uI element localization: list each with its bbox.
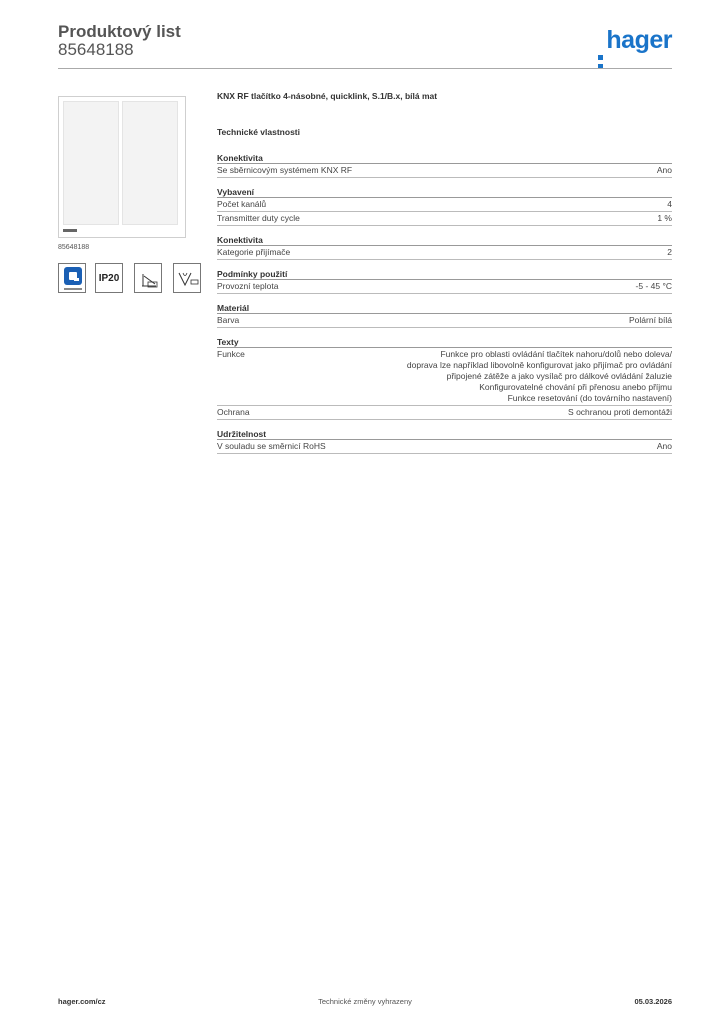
group-title: Materiál (217, 302, 672, 314)
ip20-label: IP20 (98, 273, 120, 284)
spec-row (217, 212, 672, 226)
spec-group-equipment (217, 186, 672, 226)
group-title: Konektivita (217, 234, 672, 246)
spec-value: -5 - 45 °C (635, 281, 672, 291)
group-title: Texty (217, 336, 672, 348)
rocker-left-panel (63, 101, 119, 225)
technical-specification (217, 90, 672, 454)
page-header (58, 20, 672, 70)
product-image (58, 96, 186, 238)
spec-group-connectivity (217, 152, 672, 178)
spec-label: Barva (217, 315, 240, 325)
spec-value: Ano (656, 441, 672, 451)
spec-group-conditions (217, 268, 672, 294)
header-divider (58, 68, 672, 69)
document-number: 85648188 (58, 40, 134, 59)
spec-row (217, 198, 672, 212)
product-logo-mark-icon (63, 228, 77, 233)
spec-value: 4 (667, 199, 672, 209)
function-line: Funkce pro oblasti ovládání tlačítek nahoru/dolů nebo doleva/ (440, 349, 672, 359)
spec-value: 2 (667, 247, 672, 257)
spec-row (217, 314, 672, 328)
quality-badge-icon (58, 263, 86, 293)
spec-label: Funkce (217, 349, 245, 359)
group-title: Podmínky použití (217, 268, 672, 280)
spec-group-sustainability (217, 428, 672, 454)
logo-text: hager (606, 26, 672, 54)
spec-row (217, 164, 672, 178)
mounting-badge-icon (173, 263, 201, 293)
spec-label: Transmitter duty cycle (217, 213, 300, 223)
installation-badge-icon (134, 263, 162, 293)
spec-label: V souladu se směrnicí RoHS (217, 441, 326, 451)
spec-label: Provozní teplota (217, 281, 279, 291)
hager-logo (598, 26, 672, 55)
image-caption: 85648188 (58, 244, 90, 251)
spec-group-material (217, 302, 672, 328)
spec-row (217, 440, 672, 454)
spec-label: Kategorie přijímače (217, 247, 291, 257)
spec-group-connectivity-receiver (217, 234, 672, 260)
function-line: Funkce resetování (do továrního nastavení) (507, 393, 672, 403)
spec-group-texts (217, 336, 672, 420)
footer-note: Technické změny vyhrazeny (318, 997, 412, 1006)
rocker-right-panel (122, 101, 178, 225)
function-line: doprava lze například libovolně konfigurovat jako přijímač pro ovládání (406, 360, 672, 370)
function-line: Konfigurovatelné chování při přenosu anebo příjmu (479, 382, 672, 392)
footer-website-link[interactable]: hager.com/cz (58, 997, 106, 1006)
spec-row (217, 246, 672, 260)
spec-label: Se sběrnicovým systémem KNX RF (217, 165, 353, 175)
ip20-badge-icon (95, 263, 123, 293)
document-title: Produktový list (58, 22, 181, 41)
group-title: Vybavení (217, 186, 672, 198)
spec-value: Polární bílá (629, 315, 672, 325)
product-name: KNX RF tlačítko 4-násobné, quicklink, S.1/B.x, bílá mat (217, 91, 438, 101)
footer-date: 05.03.2026 (634, 997, 672, 1006)
group-title: Udržitelnost (217, 428, 672, 440)
spec-value: 1 % (657, 213, 672, 223)
spec-row (217, 280, 672, 294)
group-title: Konektivita (217, 152, 672, 164)
section-title: Technické vlastnosti (217, 127, 300, 137)
spec-row (217, 406, 672, 420)
spec-row (217, 348, 672, 406)
spec-label: Počet kanálů (217, 199, 267, 209)
spec-value: Ano (656, 165, 672, 175)
spec-label: Ochrana (217, 407, 250, 417)
spec-value: S ochranou proti demontáži (568, 407, 672, 417)
function-line: připojené zátěže a jako vysílač pro dálkové ovládání žaluzie (446, 371, 672, 381)
spec-value (407, 349, 672, 404)
